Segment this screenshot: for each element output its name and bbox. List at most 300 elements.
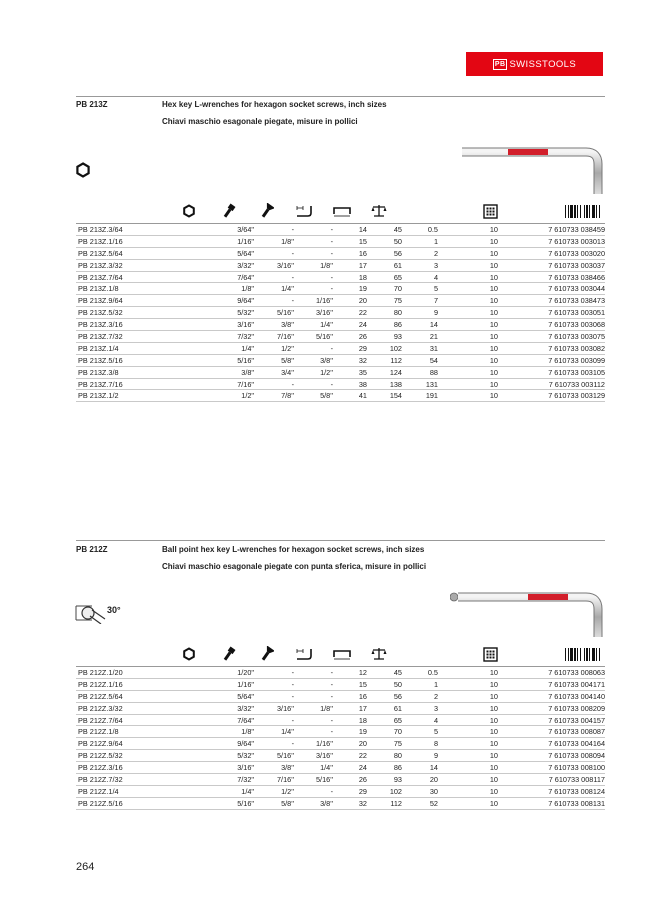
long-leg-length-cell: 154 xyxy=(389,391,402,401)
package-quantity-cell: 10 xyxy=(489,391,498,401)
short-leg-length-cell: 16 xyxy=(358,248,367,258)
long-leg-length-cell: 102 xyxy=(389,786,402,796)
table-row xyxy=(76,691,605,703)
article-number-cell: PB 212Z.1/4 xyxy=(78,786,119,796)
weight-cell: 4 xyxy=(433,272,438,282)
short-leg-length-cell: 20 xyxy=(358,296,367,306)
package-quantity-cell: 10 xyxy=(489,320,498,330)
article-number-cell: PB 212Z.3/16 xyxy=(78,763,123,773)
hex-size-cell: 1/8" xyxy=(241,727,254,737)
page-number: 264 xyxy=(76,861,95,873)
long-leg-length-cell: 93 xyxy=(393,332,402,342)
socket-screw-size-cell: 3/16'' xyxy=(277,703,294,713)
countersunk-screw-size-cell: 3/8'' xyxy=(320,355,333,365)
package-quantity-cell: 10 xyxy=(489,775,498,785)
long-leg-length-cell: 61 xyxy=(393,703,402,713)
short-leg-length-cell: 15 xyxy=(358,236,367,246)
countersunk-screw-size-cell: 1/8'' xyxy=(320,703,333,713)
article-number-cell: PB 212Z.5/64 xyxy=(78,691,123,701)
hex-size-cell: 3/32" xyxy=(237,260,254,270)
countersunk-screw-size-cell: - xyxy=(330,272,333,282)
ean-code-cell: 7 610733 008100 xyxy=(548,763,605,773)
article-number-cell: PB 213Z.3/32 xyxy=(78,260,123,270)
long-leg-length-cell: 102 xyxy=(389,343,402,353)
weight-cell: 5 xyxy=(433,727,438,737)
product-title-en: Hex key L-wrenches for hexagon socket screws, inch sizes xyxy=(162,100,387,109)
table-row xyxy=(76,283,605,295)
countersunk-screw-size-cell: 1/16'' xyxy=(316,739,333,749)
weight-cell: 52 xyxy=(429,798,438,808)
short-leg-length-cell: 18 xyxy=(358,272,367,282)
hex-size-cell: 3/8" xyxy=(241,367,254,377)
socket-screw-size-cell: 5/16'' xyxy=(277,308,294,318)
countersunk-screw-size-cell: - xyxy=(330,379,333,389)
countersunk-screw-size-cell: - xyxy=(330,248,333,258)
ean-code-cell: 7 610733 038466 xyxy=(548,272,605,282)
hex-size-cell: 1/2" xyxy=(241,391,254,401)
package-quantity-cell: 10 xyxy=(489,703,498,713)
weight-cell: 8 xyxy=(433,739,438,749)
article-number-cell: PB 213Z.3/8 xyxy=(78,367,119,377)
weight-cell: 0.5 xyxy=(427,225,438,234)
package-quantity-cell: 10 xyxy=(489,786,498,796)
package-quantity-cell: 10 xyxy=(489,248,498,258)
ball-point-angle-diagram xyxy=(74,602,124,624)
weight-cell: 9 xyxy=(433,308,438,318)
long-leg-length-cell: 50 xyxy=(393,679,402,689)
table-row xyxy=(76,738,605,750)
product-table xyxy=(76,201,605,402)
weight-cell: 2 xyxy=(433,691,438,701)
socket-screw-size-cell: 3/8'' xyxy=(281,763,294,773)
hex-size-cell: 5/64" xyxy=(237,691,254,701)
long-leg-length-cell: 93 xyxy=(393,775,402,785)
short-leg-length-cell: 14 xyxy=(358,225,367,234)
countersunk-screw-size-cell: - xyxy=(330,343,333,353)
article-number-cell: PB 213Z.3/16 xyxy=(78,320,123,330)
table-row xyxy=(76,774,605,786)
socket-screw-size-cell: - xyxy=(291,379,294,389)
table-row xyxy=(76,715,605,727)
long-leg-length-cell: 112 xyxy=(390,355,402,365)
countersunk-screw-size-cell: - xyxy=(330,727,333,737)
ean-code-cell: 7 610733 003020 xyxy=(548,248,605,258)
package-quantity-cell: 10 xyxy=(489,308,498,318)
barcode-icon xyxy=(565,205,605,218)
article-number-cell: PB 212Z.5/16 xyxy=(78,798,123,808)
long-leg-length-cell: 45 xyxy=(393,668,402,677)
ean-code-cell: 7 610733 003105 xyxy=(548,367,605,377)
short-leg-length-cell: 38 xyxy=(358,379,367,389)
long-leg-length-cell: 50 xyxy=(393,236,402,246)
long-leg-length-icon xyxy=(331,647,353,661)
countersunk-screw-size-cell: - xyxy=(330,679,333,689)
table-row xyxy=(76,343,605,355)
table-row xyxy=(76,355,605,367)
hex-size-cell: 1/8" xyxy=(241,284,254,294)
ean-code-cell: 7 610733 003051 xyxy=(548,308,605,318)
package-quantity-cell: 10 xyxy=(489,379,498,389)
hex-size-cell: 5/32" xyxy=(237,751,254,761)
short-leg-length-cell: 35 xyxy=(358,367,367,377)
angle-label: 30° xyxy=(107,605,121,615)
table-row xyxy=(76,367,605,379)
table-row xyxy=(76,260,605,272)
table-row xyxy=(76,786,605,798)
package-quantity-cell: 10 xyxy=(489,798,498,808)
short-leg-length-cell: 24 xyxy=(358,763,367,773)
hex-size-cell: 7/32" xyxy=(237,332,254,342)
hex-size-cell: 9/64" xyxy=(237,296,254,306)
weight-cell: 14 xyxy=(429,320,438,330)
section-divider xyxy=(76,540,605,541)
table-row xyxy=(76,679,605,691)
countersunk-screw-size-cell: - xyxy=(330,668,333,677)
ean-code-cell: 7 610733 003013 xyxy=(548,236,605,246)
article-number-cell: PB 212Z.1/16 xyxy=(78,679,123,689)
ball-point-wrench-image xyxy=(450,583,608,639)
package-quantity-icon xyxy=(483,204,498,219)
socket-screw-size-cell: - xyxy=(291,739,294,749)
ean-code-cell: 7 610733 003082 xyxy=(548,343,605,353)
short-leg-length-cell: 41 xyxy=(358,391,367,401)
socket-screw-size-cell: 3/16'' xyxy=(277,260,294,270)
countersunk-screw-size-cell: 5/16'' xyxy=(316,775,333,785)
countersunk-screw-size-cell: 1/8'' xyxy=(320,260,333,270)
article-number-cell: PB 213Z.1/4 xyxy=(78,343,119,353)
hex-size-cell: 1/20" xyxy=(237,668,254,677)
socket-screw-size-cell: 7/8'' xyxy=(281,391,294,401)
ean-code-cell: 7 610733 008131 xyxy=(548,798,605,808)
socket-screw-size-cell: - xyxy=(291,272,294,282)
ean-code-cell: 7 610733 004171 xyxy=(548,679,605,689)
product-title-en: Ball point hex key L-wrenches for hexagon socket screws, inch sizes xyxy=(162,545,425,554)
socket-screw-size-cell: 1/2'' xyxy=(281,786,294,796)
package-quantity-cell: 10 xyxy=(489,367,498,377)
article-number-cell: PB 212Z.5/32 xyxy=(78,751,123,761)
ean-code-cell: 7 610733 004157 xyxy=(548,715,605,725)
product-table xyxy=(76,644,605,810)
short-leg-length-cell: 32 xyxy=(358,355,367,365)
hex-size-cell: 7/16" xyxy=(237,379,254,389)
countersunk-screw-size-cell: 1/4'' xyxy=(320,763,333,773)
hex-size-cell: 3/64" xyxy=(237,225,254,234)
socket-screw-icon xyxy=(222,646,236,662)
countersunk-screw-size-cell: - xyxy=(330,786,333,796)
article-number-cell: PB 213Z.5/16 xyxy=(78,355,123,365)
short-leg-length-cell: 32 xyxy=(358,798,367,808)
package-quantity-cell: 10 xyxy=(489,763,498,773)
table-row xyxy=(76,236,605,248)
countersunk-screw-size-cell: - xyxy=(330,691,333,701)
ean-code-cell: 7 610733 008094 xyxy=(548,751,605,761)
table-row xyxy=(76,248,605,260)
weight-cell: 88 xyxy=(429,367,438,377)
socket-screw-size-cell: 7/16'' xyxy=(277,775,294,785)
hex-size-icon xyxy=(182,204,196,218)
long-leg-length-cell: 124 xyxy=(389,367,402,377)
table-row xyxy=(76,750,605,762)
article-number-cell: PB 212Z.1/20 xyxy=(78,668,123,677)
weight-scale-icon xyxy=(371,646,387,662)
ean-code-cell: 7 610733 003112 xyxy=(548,379,605,389)
weight-cell: 30 xyxy=(429,786,438,796)
weight-cell: 21 xyxy=(429,332,438,342)
socket-screw-size-cell: 3/8'' xyxy=(281,320,294,330)
package-quantity-cell: 10 xyxy=(489,679,498,689)
long-leg-length-icon xyxy=(331,204,353,218)
article-number-cell: PB 213Z.1/16 xyxy=(78,236,123,246)
long-leg-length-cell: 70 xyxy=(393,284,402,294)
article-number-cell: PB 213Z.5/32 xyxy=(78,308,123,318)
package-quantity-cell: 10 xyxy=(489,668,498,677)
weight-cell: 131 xyxy=(425,379,438,389)
package-quantity-cell: 10 xyxy=(489,739,498,749)
table-row xyxy=(76,295,605,307)
hex-size-cell: 1/4" xyxy=(241,343,254,353)
brand-name: SWISSTOOLS xyxy=(509,58,577,70)
short-leg-length-cell: 18 xyxy=(358,715,367,725)
table-header xyxy=(76,644,605,667)
countersunk-screw-size-cell: 1/2'' xyxy=(320,367,333,377)
article-number-cell: PB 213Z.3/64 xyxy=(78,225,123,234)
weight-cell: 191 xyxy=(425,391,438,401)
hex-size-cell: 7/32" xyxy=(237,775,254,785)
weight-cell: 9 xyxy=(433,751,438,761)
ball-point-icon xyxy=(74,602,106,624)
table-row xyxy=(76,726,605,738)
short-leg-length-cell: 29 xyxy=(358,343,367,353)
article-number-cell: PB 213Z.7/32 xyxy=(78,332,123,342)
countersunk-screw-icon xyxy=(260,203,274,219)
package-quantity-cell: 10 xyxy=(489,715,498,725)
package-quantity-cell: 10 xyxy=(489,284,498,294)
short-leg-length-cell: 20 xyxy=(358,739,367,749)
socket-screw-size-cell: 5/16'' xyxy=(277,751,294,761)
socket-screw-size-cell: 1/4'' xyxy=(281,727,294,737)
long-leg-length-cell: 65 xyxy=(393,715,402,725)
long-leg-length-cell: 138 xyxy=(389,379,402,389)
package-quantity-cell: 10 xyxy=(489,727,498,737)
table-header xyxy=(76,201,605,224)
hex-size-cell: 5/32" xyxy=(237,308,254,318)
table-row xyxy=(76,379,605,391)
hex-key-wrench-image xyxy=(458,138,608,196)
table-row xyxy=(76,667,605,679)
table-row xyxy=(76,798,605,810)
countersunk-screw-size-cell: - xyxy=(330,284,333,294)
long-leg-length-cell: 112 xyxy=(390,798,402,808)
table-row xyxy=(76,390,605,402)
short-leg-length-cell: 26 xyxy=(358,332,367,342)
socket-screw-size-cell: - xyxy=(291,668,294,677)
short-leg-length-cell: 24 xyxy=(358,320,367,330)
long-leg-length-cell: 86 xyxy=(393,763,402,773)
package-quantity-cell: 10 xyxy=(489,751,498,761)
socket-screw-size-cell: 7/16'' xyxy=(277,332,294,342)
table-row xyxy=(76,331,605,343)
long-leg-length-cell: 70 xyxy=(393,727,402,737)
countersunk-screw-size-cell: - xyxy=(330,236,333,246)
brand-badge: PB xyxy=(494,60,506,68)
barcode-icon xyxy=(565,648,605,661)
hex-size-cell: 7/64" xyxy=(237,715,254,725)
weight-cell: 7 xyxy=(433,296,438,306)
short-leg-length-cell: 19 xyxy=(358,284,367,294)
ean-code-cell: 7 610733 008124 xyxy=(548,786,605,796)
hex-size-cell: 5/16" xyxy=(237,355,254,365)
hex-size-cell: 3/32" xyxy=(237,703,254,713)
weight-cell: 31 xyxy=(429,343,438,353)
ean-code-cell: 7 610733 003099 xyxy=(548,355,605,365)
long-leg-length-cell: 56 xyxy=(393,691,402,701)
countersunk-screw-size-cell: 1/16'' xyxy=(316,296,333,306)
hex-size-icon xyxy=(182,647,196,661)
row-divider xyxy=(76,401,605,402)
ean-code-cell: 7 610733 038459 xyxy=(548,225,605,234)
socket-screw-size-cell: 1/4'' xyxy=(281,284,294,294)
countersunk-screw-size-cell: 1/4'' xyxy=(320,320,333,330)
weight-cell: 54 xyxy=(429,355,438,365)
long-leg-length-cell: 86 xyxy=(393,320,402,330)
weight-cell: 4 xyxy=(433,715,438,725)
short-leg-length-cell: 26 xyxy=(358,775,367,785)
hex-size-cell: 3/16" xyxy=(237,320,254,330)
hex-size-cell: 3/16" xyxy=(237,763,254,773)
long-leg-length-cell: 75 xyxy=(393,739,402,749)
table-row xyxy=(76,703,605,715)
package-quantity-cell: 10 xyxy=(489,260,498,270)
package-quantity-cell: 10 xyxy=(489,236,498,246)
ean-code-cell: 7 610733 004164 xyxy=(548,739,605,749)
ean-code-cell: 7 610733 008087 xyxy=(548,727,605,737)
socket-screw-size-cell: - xyxy=(291,691,294,701)
hex-size-cell: 1/16" xyxy=(237,236,254,246)
long-leg-length-cell: 75 xyxy=(393,296,402,306)
table-row xyxy=(76,224,605,236)
countersunk-screw-size-cell: - xyxy=(330,715,333,725)
ean-code-cell: 7 610733 003044 xyxy=(548,284,605,294)
hex-size-cell: 5/16" xyxy=(237,798,254,808)
countersunk-screw-size-cell: 5/16'' xyxy=(316,332,333,342)
short-leg-length-cell: 22 xyxy=(358,751,367,761)
article-number-cell: PB 213Z.5/64 xyxy=(78,248,123,258)
package-quantity-cell: 10 xyxy=(489,296,498,306)
article-number-cell: PB 212Z.7/32 xyxy=(78,775,123,785)
short-leg-length-cell: 15 xyxy=(358,679,367,689)
weight-cell: 20 xyxy=(429,775,438,785)
weight-scale-icon xyxy=(371,203,387,219)
section-divider xyxy=(76,96,605,97)
hex-socket-icon xyxy=(75,162,91,178)
article-number-cell: PB 212Z.7/64 xyxy=(78,715,123,725)
countersunk-screw-size-cell: 5/8'' xyxy=(320,391,333,401)
product-title-it: Chiavi maschio esagonale piegate con punta sferica, misure in pollici xyxy=(162,562,427,571)
package-quantity-icon xyxy=(483,647,498,662)
package-quantity-cell: 10 xyxy=(489,355,498,365)
brand-logo xyxy=(466,52,603,76)
weight-cell: 3 xyxy=(433,703,438,713)
row-divider xyxy=(76,809,605,810)
package-quantity-cell: 10 xyxy=(489,225,498,234)
weight-cell: 2 xyxy=(433,248,438,258)
product-title-it: Chiavi maschio esagonale piegate, misure in pollici xyxy=(162,117,358,126)
short-leg-length-cell: 16 xyxy=(358,691,367,701)
article-number-cell: PB 213Z.9/64 xyxy=(78,296,123,306)
short-leg-length-cell: 17 xyxy=(358,703,367,713)
table-row xyxy=(76,319,605,331)
ean-code-cell: 7 610733 004140 xyxy=(548,691,605,701)
weight-cell: 0.5 xyxy=(427,668,438,677)
article-number-cell: PB 212Z.3/32 xyxy=(78,703,123,713)
ean-code-cell: 7 610733 003075 xyxy=(548,332,605,342)
short-leg-length-icon xyxy=(295,647,315,662)
article-number-cell: PB 212Z.9/64 xyxy=(78,739,123,749)
socket-screw-size-cell: - xyxy=(291,225,294,234)
package-quantity-cell: 10 xyxy=(489,343,498,353)
socket-screw-size-cell: 1/2'' xyxy=(281,343,294,353)
ean-code-cell: 7 610733 008209 xyxy=(548,703,605,713)
weight-cell: 1 xyxy=(433,236,438,246)
article-number-cell: PB 213Z.7/16 xyxy=(78,379,123,389)
long-leg-length-cell: 45 xyxy=(393,225,402,234)
article-number-cell: PB 213Z.7/64 xyxy=(78,272,123,282)
article-number-cell: PB 213Z.1/2 xyxy=(78,391,119,401)
ean-code-cell: 7 610733 003129 xyxy=(548,391,605,401)
product-code: PB 212Z xyxy=(76,545,108,554)
socket-screw-size-cell: - xyxy=(291,248,294,258)
socket-screw-icon xyxy=(222,203,236,219)
short-leg-length-icon xyxy=(295,204,315,219)
article-number-cell: PB 213Z.1/8 xyxy=(78,284,119,294)
package-quantity-cell: 10 xyxy=(489,272,498,282)
package-quantity-cell: 10 xyxy=(489,691,498,701)
long-leg-length-cell: 61 xyxy=(393,260,402,270)
socket-screw-size-cell: 1/8'' xyxy=(281,236,294,246)
hex-size-cell: 1/4" xyxy=(241,786,254,796)
long-leg-length-cell: 65 xyxy=(393,272,402,282)
weight-cell: 1 xyxy=(433,679,438,689)
socket-screw-size-cell: 5/8'' xyxy=(281,798,294,808)
short-leg-length-cell: 17 xyxy=(358,260,367,270)
ean-code-cell: 7 610733 003068 xyxy=(548,320,605,330)
product-code: PB 213Z xyxy=(76,100,108,109)
hex-size-cell: 7/64" xyxy=(237,272,254,282)
hex-size-cell: 1/16" xyxy=(237,679,254,689)
long-leg-length-cell: 80 xyxy=(393,308,402,318)
short-leg-length-cell: 29 xyxy=(358,786,367,796)
weight-cell: 5 xyxy=(433,284,438,294)
article-number-cell: PB 212Z.1/8 xyxy=(78,727,119,737)
countersunk-screw-size-cell: - xyxy=(330,225,333,234)
weight-cell: 14 xyxy=(429,763,438,773)
short-leg-length-cell: 12 xyxy=(358,668,367,677)
short-leg-length-cell: 22 xyxy=(358,308,367,318)
countersunk-screw-size-cell: 3/8'' xyxy=(320,798,333,808)
countersunk-screw-size-cell: 3/16'' xyxy=(316,308,333,318)
ean-code-cell: 7 610733 008063 xyxy=(548,668,605,677)
table-row xyxy=(76,762,605,774)
short-leg-length-cell: 19 xyxy=(358,727,367,737)
weight-cell: 3 xyxy=(433,260,438,270)
table-row xyxy=(76,272,605,284)
ean-code-cell: 7 610733 038473 xyxy=(548,296,605,306)
socket-screw-size-cell: 5/8'' xyxy=(281,355,294,365)
long-leg-length-cell: 80 xyxy=(393,751,402,761)
socket-screw-size-cell: - xyxy=(291,296,294,306)
long-leg-length-cell: 56 xyxy=(393,248,402,258)
ean-code-cell: 7 610733 003037 xyxy=(548,260,605,270)
